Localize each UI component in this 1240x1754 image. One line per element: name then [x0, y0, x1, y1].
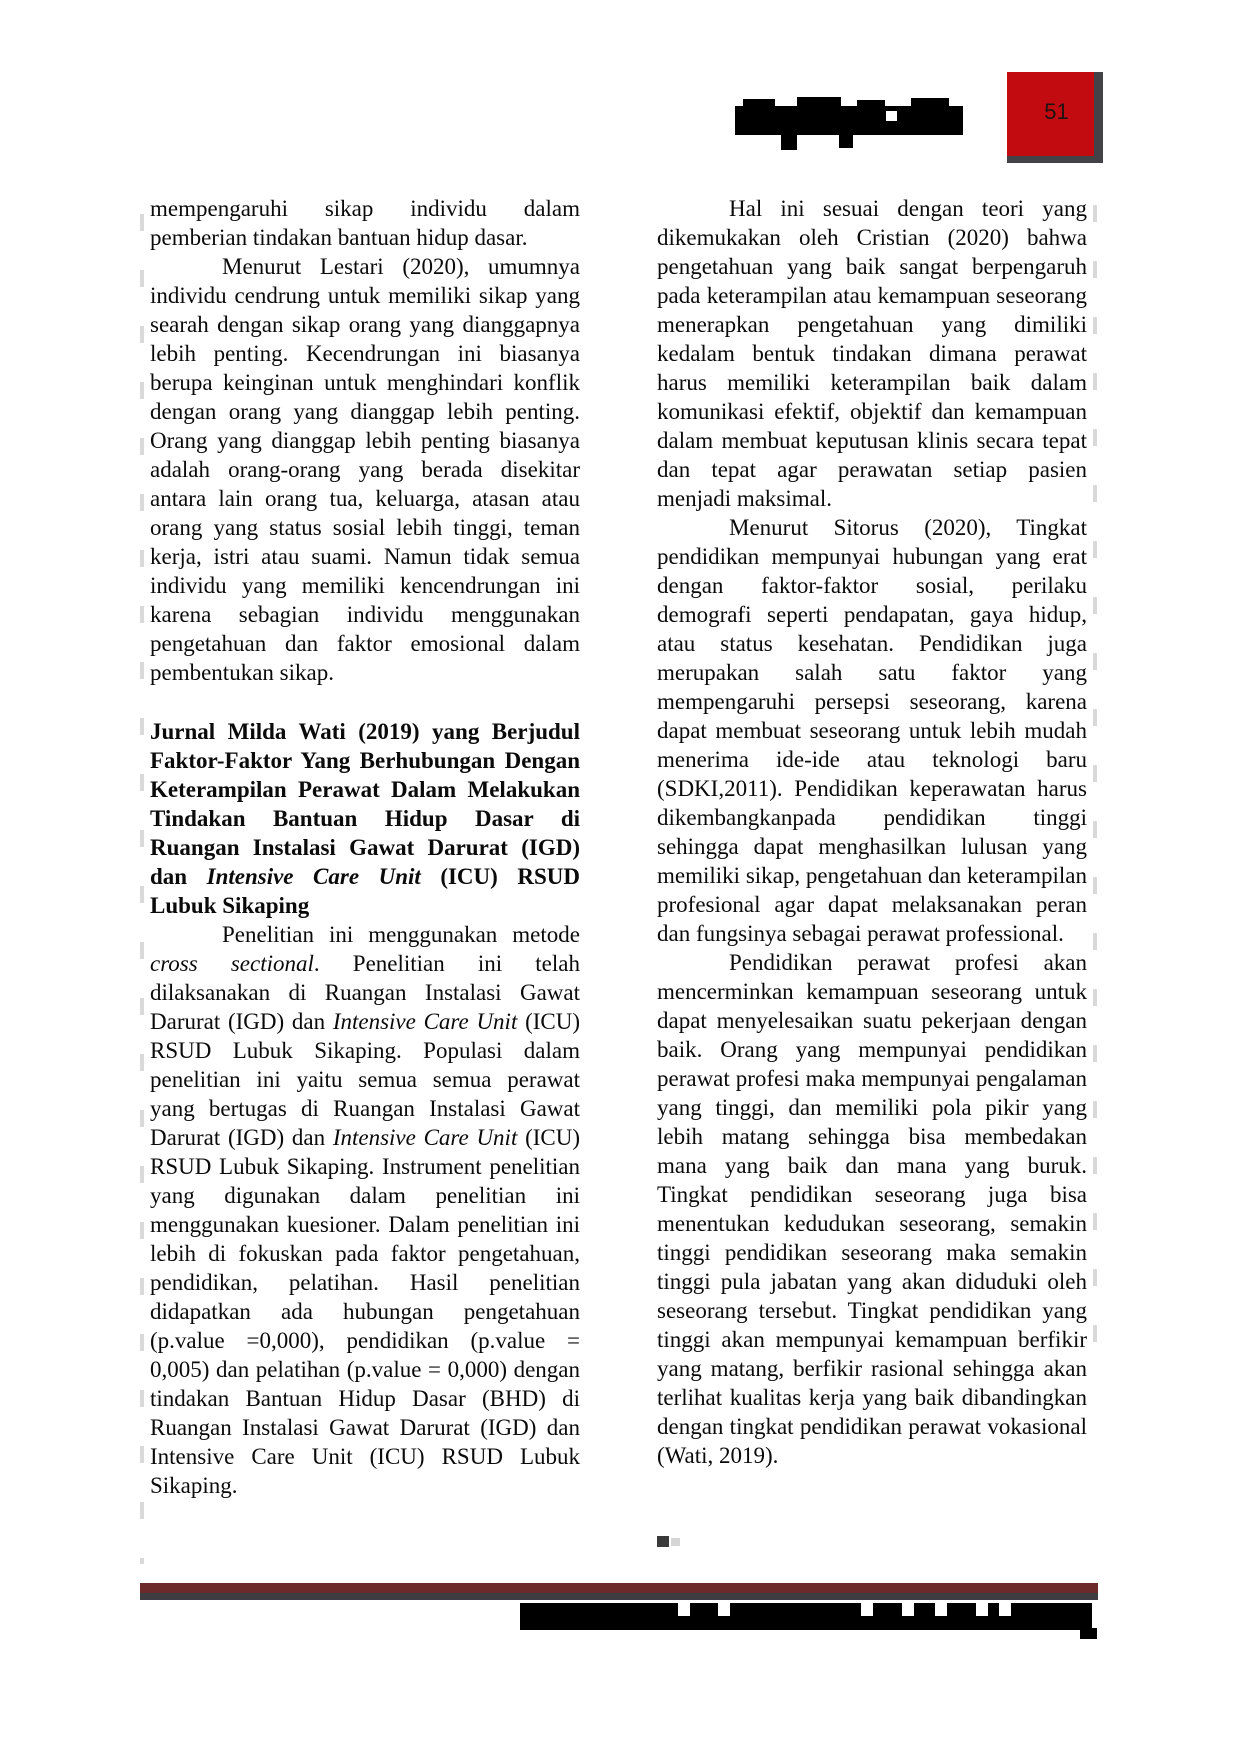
- section-heading: [150, 717, 580, 920]
- paragraph-wati: [657, 948, 1087, 1470]
- text-run: Menurut Lestari (2020), umumnya individu cendrung untuk memiliki sikap yang searah dengan sikap orang yang dianggapnya lebih penting. Kecendrungan ini biasanya berupa keinginan untuk menghindari konflik dengan orang yang dianggap lebih penting. Orang yang dianggap lebih penting biasanya adalah orang-orang yang berada disekitar antara lain orang tua, keluarga, atasan atau orang yang status sosial lebih tinggi, teman kerja, istri atau suami. Namun tidak semua individu yang memiliki kencendrungan ini karena sebagian individu menggunakan pengetahuan dan faktor emosional dalam pembentukan sikap.: [150, 254, 580, 685]
- redaction-gap: [886, 111, 897, 121]
- text-run: Penelitian ini menggunakan metode: [222, 922, 580, 947]
- redacted-footer-citation: [520, 1603, 1092, 1630]
- redaction-gap: [678, 1603, 690, 1616]
- right-column: [657, 194, 1087, 1470]
- change-bar-marks-right: [1093, 205, 1097, 1370]
- redaction-fragment: [857, 100, 885, 109]
- redaction-gap: [999, 1603, 1011, 1616]
- redaction-gap: [935, 1603, 947, 1616]
- redaction-fragment: [781, 135, 797, 150]
- change-bar-marks-left: [140, 214, 144, 1564]
- paragraph-cristian: [657, 194, 1087, 513]
- text-run: cross sectional: [150, 951, 314, 976]
- page-number-badge: [1007, 72, 1103, 163]
- paragraph-sitorus: [657, 513, 1087, 948]
- text-run: (ICU) RSUD Lubuk Sikaping. Populasi dalam penelitian ini yaitu semua semua perawat yang bertugas di Ruangan Instalasi Gawat Darurat (IGD) dan: [150, 1009, 580, 1150]
- redaction-bar: [735, 106, 963, 135]
- redaction-fragment: [797, 97, 841, 109]
- text-run: (ICU) RSUD Lubuk Sikaping. Instrument penelitian yang digunakan dalam penelitian ini menggunakan kuesioner. Dalam penelitian ini lebih di fokuskan pada faktor pengetahuan, pendidikan, pelatihan. Hasil penelitian didapatkan ada hubungan pengetahuan (p.value =0,000), pendidikan (p.value = 0,005) dan pelatihan (p.value = 0,000) dengan tindakan Bantuan Hidup Dasar (BHD) di Ruangan Instalasi Gawat Darurat (IGD) dan Intensive Care Unit (ICU) RSUD Lubuk Sikaping.: [150, 1125, 580, 1498]
- text-run: Menurut Sitorus (2020), Tingkat pendidikan mempunyai hubungan yang erat dengan faktor-faktor sosial, perilaku demografi seperti pendapatan, gaya hidup, atau status kesehatan. Pendidikan juga merupakan salah satu faktor yang mempengaruhi persepsi seseorang, karena dapat membuat seseorang untuk lebih mudah menerima ide-ide atau teknologi baru (SDKI,2011). Pendidikan keperawatan harus dikembangkanpada pendidikan tinggi sehingga dapat menghasilkan lulusan yang memiliki sikap, pengetahuan dan keterampilan profesional agar dapat melaksanakan peran dan fungsinya sebagai perawat professional.: [657, 515, 1087, 946]
- paragraph-continuation: [150, 194, 580, 252]
- page-number: 51: [1044, 99, 1069, 124]
- footer-rule: [140, 1583, 1098, 1600]
- revision-mark-light: [671, 1538, 680, 1546]
- revision-mark: [657, 1536, 669, 1547]
- redaction-fragment: [1080, 1628, 1097, 1639]
- text-run: mempengaruhi sikap individu dalam pemberian tindakan bantuan hidup dasar.: [150, 196, 580, 250]
- text-run: . Penelitian ini telah dilaksanakan di Ruangan Instalasi Gawat Darurat (IGD) dan: [150, 951, 580, 1034]
- redaction-gap: [718, 1603, 730, 1616]
- left-column: [150, 194, 580, 1500]
- redaction-gap: [976, 1603, 988, 1616]
- redaction-fragment: [743, 99, 775, 109]
- redaction-gap: [861, 1603, 873, 1616]
- redacted-journal-title: [735, 97, 963, 152]
- redaction-gap: [902, 1603, 914, 1616]
- paragraph-lestari: [150, 252, 580, 687]
- text-run: Intensive Care Unit: [332, 1125, 518, 1150]
- text-run: Intensive Care Unit: [332, 1009, 518, 1034]
- redaction-fragment: [911, 98, 949, 109]
- redaction-fragment: [839, 135, 853, 148]
- text-run: Hal ini sesuai dengan teori yang dikemukakan oleh Cristian (2020) bahwa pengetahuan yang baik sangat berpengaruh pada keterampilan atau kemampuan seseorang menerapkan pengetahuan yang dimiliki kedalam bentuk tindakan dimana perawat harus memiliki keterampilan baik dalam komunikasi efektif, objektif dan kemampuan dalam membuat keputusan klinis secara tepat dan tepat agar perawatan setiap pasien menjadi maksimal.: [657, 196, 1087, 511]
- text-run: Jurnal Milda Wati (2019) yang Berjudul Faktor-Faktor Yang Berhubungan Dengan Keterampilan Perawat Dalam Melakukan Tindakan Bantuan Hidup Dasar di Ruangan Instalasi Gawat Darurat (IGD) dan: [150, 719, 580, 889]
- text-run: (ICU) RSUD Lubuk Sikaping: [150, 864, 580, 918]
- paragraph-method: [150, 920, 580, 1500]
- text-run: Intensive Care Unit: [206, 864, 421, 889]
- text-run: Pendidikan perawat profesi akan mencerminkan kemampuan seseorang untuk dapat menyelesaikan suatu pekerjaan dengan baik. Orang yang mempunyai pendidikan perawat profesi maka mempunyai pengalaman yang tinggi, dan memiliki pola pikir yang lebih matang sehingga bisa membedakan mana yang baik dan mana yang buruk. Tingkat pendidikan seseorang juga bisa menentukan kedudukan seseorang, semakin tinggi pendidikan seseorang maka semakin tinggi pula jabatan yang akan diduduki oleh seseorang tersebut. Tingkat pendidikan yang tinggi akan mempunyai kemampuan berfikir yang matang, berfikir rasional sehingga akan terlihat kualitas kerja yang baik dibandingkan dengan tingkat pendidikan perawat vokasional (Wati, 2019).: [657, 950, 1087, 1468]
